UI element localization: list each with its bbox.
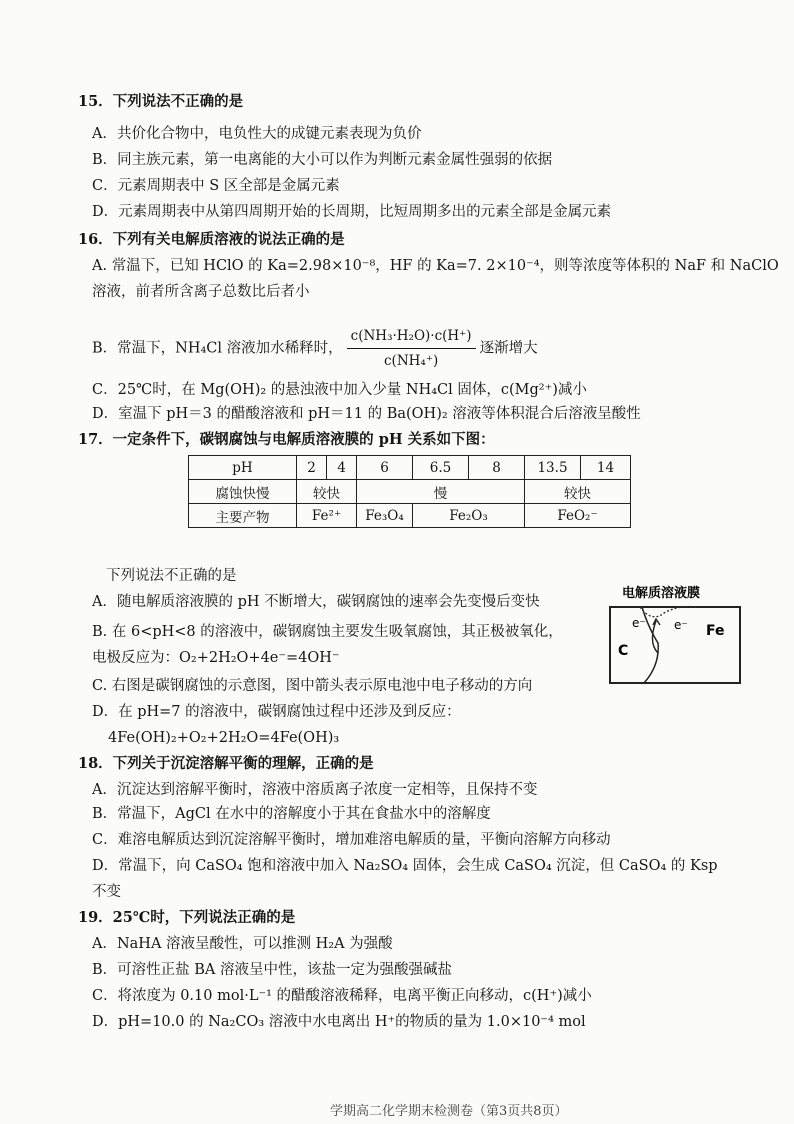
- table-cell: 13.5: [525, 456, 581, 480]
- q17-stem: 17．一定条件下，碳钢腐蚀与电解质溶液膜的 pH 关系如下图：: [78, 431, 495, 448]
- q15-stem: 15．下列说法不正确的是: [78, 93, 244, 110]
- q18-stem: 18．下列关于沉淀溶解平衡的理解，正确的是: [78, 755, 374, 772]
- q17-option-b-line2: 电极反应为：O₂+2H₂O+4e⁻=4OH⁻: [92, 650, 340, 666]
- q16-fraction-numerator: c(NH₃·H₂O)·c(H⁺): [347, 326, 476, 349]
- table-cell: Fe₂O₃: [413, 504, 525, 528]
- q17-option-a: A．随电解质溶液膜的 pH 不断增大，碳钢腐蚀的速率会先变慢后变快: [92, 594, 540, 610]
- q19-option-d: D．pH=10.0 的 Na₂CO₃ 溶液中水电离出 H⁺的物质的量为 1.0×10⁻⁴ mol: [92, 1014, 586, 1030]
- q17-option-b-line1: B. 在 6<pH<8 的溶液中，碳钢腐蚀主要发生吸氧腐蚀，其正极被氧化，: [92, 624, 563, 640]
- table-cell: 腐蚀快慢: [189, 480, 297, 504]
- table-cell: 主要产物: [189, 504, 297, 528]
- table-cell: FeO₂⁻: [525, 504, 631, 528]
- q16-option-b-prefix: B．常温下，NH₄Cl 溶液加水稀释时，: [92, 340, 343, 357]
- page-footer: 学期高二化学期末检测卷（第3页共8页）: [330, 1104, 568, 1119]
- q17-option-d-line1: D．在 pH=7 的溶液中，碳钢腐蚀过程中还涉及到反应：: [92, 704, 461, 720]
- q16-option-c: C．25℃时，在 Mg(OH)₂ 的悬浊液中加入少量 NH₄Cl 固体，c(Mg²⁺)减小: [92, 382, 587, 398]
- table-row-rate: [189, 480, 631, 504]
- corrosion-diagram: [604, 583, 744, 688]
- q18-option-b: B．常温下，AgCl 在水中的溶解度小于其在食盐水中的溶解度: [92, 806, 491, 822]
- electrolyte-film: [640, 607, 696, 617]
- q16-option-a-line2: 溶液，前者所含离子总数比后者小: [92, 284, 310, 300]
- table-cell: 2: [297, 456, 327, 480]
- q16-option-d: D．室温下 pH＝3 的醋酸溶液和 pH＝11 的 Ba(OH)₂ 溶液等体积混合后溶液呈酸性: [92, 406, 641, 422]
- iron-label: Fe: [706, 623, 725, 639]
- table-cell: Fe₃O₄: [357, 504, 413, 528]
- electron-arrowhead: [653, 619, 660, 625]
- q17-option-d-equation: 4Fe(OH)₂+O₂+2H₂O=4Fe(OH)₃: [108, 730, 340, 746]
- diagram-title: 电解质溶液膜: [622, 586, 701, 601]
- table-row-ph: [189, 456, 631, 480]
- q18-option-d-line2: 不变: [92, 884, 121, 900]
- q19-option-a: A．NaHA 溶液呈酸性，可以推测 H₂A 为强酸: [92, 936, 393, 952]
- table-cell: Fe²⁺: [297, 504, 357, 528]
- carbon-label: C: [618, 643, 629, 659]
- q15-option-b: B．同主族元素，第一电离能的大小可以作为判断元素金属性强弱的依据: [92, 152, 553, 168]
- q17-sub-stem: 下列说法不正确的是: [106, 568, 237, 584]
- table-cell: 6: [357, 456, 413, 480]
- q16-option-a-line1: A. 常温下，已知 HClO 的 Ka=2.98×10⁻⁸，HF 的 Ka=7. 2×10⁻⁴，则等浓度等体积的 NaF 和 NaClO: [92, 258, 779, 274]
- q15-option-d: D．元素周期表中从第四周期开始的长周期，比短周期多出的元素全部是金属元素: [92, 204, 612, 220]
- table-cell: 4: [327, 456, 357, 480]
- q16-fraction: [347, 326, 476, 371]
- electron-label-2: e⁻: [674, 618, 688, 632]
- q18-option-c: C．难溶电解质达到沉淀溶解平衡时，增加难溶电解质的量，平衡向溶解方向移动: [92, 832, 611, 848]
- table-cell: 8: [469, 456, 525, 480]
- q15-option-c: C．元素周期表中 S 区全部是金属元素: [92, 178, 340, 194]
- q15-option-a: A．共价化合物中，电负性大的成键元素表现为负价: [92, 126, 422, 142]
- q18-option-d-line1: D．常温下，向 CaSO₄ 饱和溶液中加入 Na₂SO₄ 固体，会生成 CaSO₄ 沉淀，但 CaSO₄ 的 Ksp: [92, 858, 718, 874]
- q19-option-b: B．可溶性正盐 BA 溶液呈中性，该盐一定为强酸强碱盐: [92, 962, 452, 978]
- table-cell: 6.5: [413, 456, 469, 480]
- q17-option-c: C. 右图是碳钢腐蚀的示意图，图中箭头表示原电池中电子移动的方向: [92, 678, 533, 694]
- q19-stem: 19．25℃时，下列说法正确的是: [78, 909, 296, 926]
- table-cell: 较快: [525, 480, 631, 504]
- q16-option-b: [92, 326, 538, 371]
- corrosion-diagram-svg: [604, 583, 744, 688]
- q16-option-b-suffix: 逐渐增大: [479, 340, 538, 357]
- q16-stem: 16．下列有关电解质溶液的说法正确的是: [78, 231, 345, 248]
- table-cell: 14: [581, 456, 631, 480]
- q18-option-a: A．沉淀达到溶解平衡时，溶液中溶质离子浓度一定相等，且保持不变: [92, 782, 538, 798]
- electron-label-1: e⁻: [632, 616, 646, 630]
- table-cell: 较快: [297, 480, 357, 504]
- table-cell: pH: [189, 456, 297, 480]
- table-row-product: [189, 504, 631, 528]
- ph-corrosion-table: [188, 455, 631, 528]
- table-cell: 慢: [357, 480, 525, 504]
- q19-option-c: C．将浓度为 0.10 mol·L⁻¹ 的醋酸溶液稀释，电离平衡正向移动，c(H⁺)减小: [92, 988, 592, 1004]
- q16-fraction-denominator: c(NH₄⁺): [384, 353, 439, 369]
